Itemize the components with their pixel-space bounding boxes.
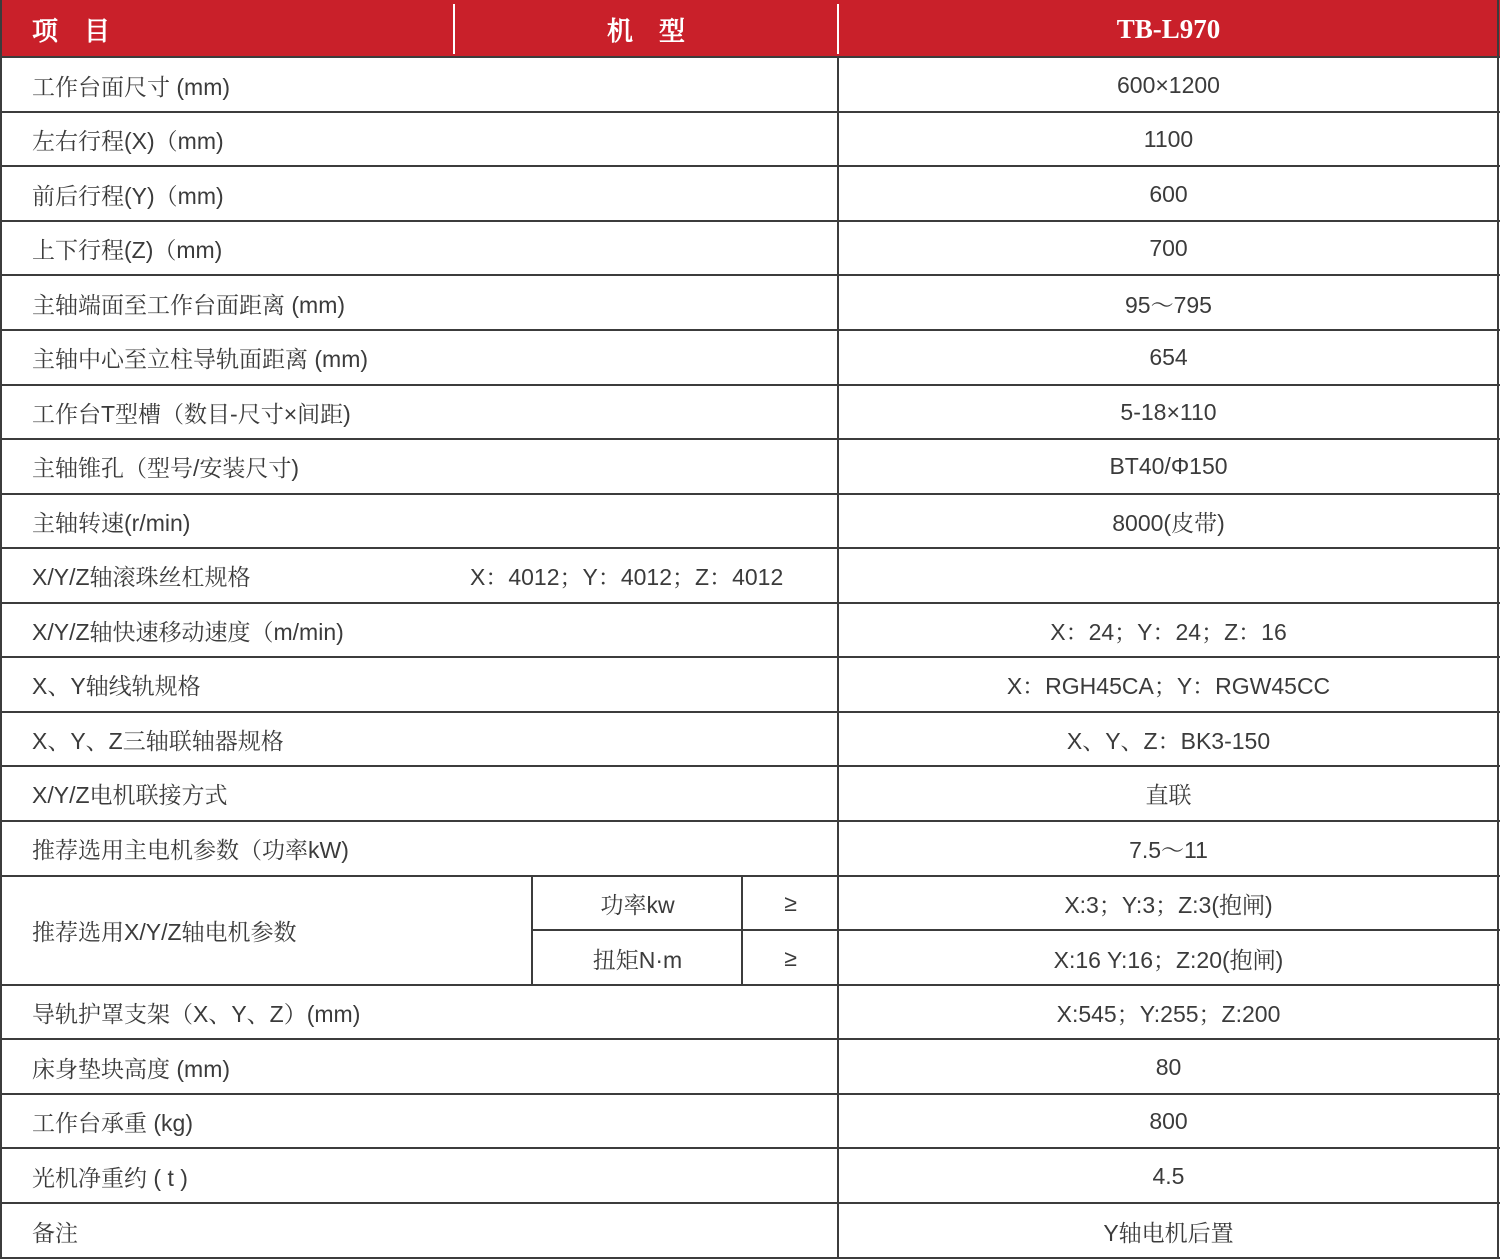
row-label: 主轴中心至立柱导轨面距离 (mm) (32, 345, 369, 372)
grid-line (0, 274, 1500, 276)
row-label: X、Y、Z三轴联轴器规格 (32, 727, 284, 754)
motor-sub-value: X:3；Y:3；Z:3(抱闸) (1064, 891, 1273, 918)
grid-line (0, 1038, 1500, 1040)
row-label: 上下行程(Z)（mm) (32, 236, 223, 263)
row-value: 4.5 (1152, 1162, 1185, 1189)
grid-line (0, 384, 1500, 386)
motor-sub-value: X:16 Y:16；Z:20(抱闸) (1053, 946, 1284, 973)
row-label: 前后行程(Y)（mm) (32, 182, 224, 209)
row-label: X/Y/Z轴快速移动速度（m/min) (32, 618, 344, 645)
grid-line (0, 1257, 1500, 1259)
grid-line (0, 1093, 1500, 1095)
grid-line (741, 875, 743, 985)
row-value: 5-18×110 (1120, 398, 1217, 425)
row-value: 95～795 (1125, 291, 1212, 318)
row-value: X：4012；Y：4012；Z：4012 (470, 563, 784, 590)
row-value: X：RGH45CA；Y：RGW45CC (1006, 672, 1331, 699)
row-value: 800 (1149, 1107, 1188, 1134)
grid-line (531, 875, 533, 985)
grid-line (0, 56, 1500, 58)
row-value: X：24；Y：24；Z：16 (1050, 618, 1287, 645)
grid-line (0, 875, 1500, 877)
grid-line (0, 820, 1500, 822)
motor-params-label: 推荐选用X/Y/Z轴电机参数 (32, 919, 297, 945)
row-label: 主轴转速(r/min) (32, 509, 191, 536)
row-label: 主轴端面至工作台面距离 (mm) (32, 291, 346, 318)
grid-line (0, 547, 1500, 549)
row-label: 主轴锥孔（型号/安装尺寸) (32, 454, 300, 481)
row-label: 导轨护罩支架（X、Y、Z）(mm) (32, 1000, 361, 1027)
grid-line (0, 765, 1500, 767)
row-value: BT40/Φ150 (1109, 452, 1228, 479)
row-value: X:545；Y:255；Z:200 (1056, 1000, 1281, 1027)
row-value: 600 (1149, 180, 1188, 207)
row-label: 床身垫块高度 (mm) (32, 1055, 231, 1082)
motor-sub-operator: ≥ (784, 889, 797, 916)
motor-sub-name: 功率kw (600, 891, 675, 918)
grid-line (0, 1202, 1500, 1204)
motor-sub-name: 扭矩N·m (592, 946, 683, 973)
row-label: 工作台面尺寸 (mm) (32, 73, 231, 100)
row-label: 备注 (32, 1219, 78, 1246)
grid-line (1497, 0, 1499, 1259)
grid-line (0, 438, 1500, 440)
row-label: X、Y轴线轨规格 (32, 672, 201, 699)
header-item-label: 项 目 (32, 15, 111, 46)
grid-line (0, 711, 1500, 713)
row-label: 光机净重约 ( t ) (32, 1164, 188, 1191)
row-label: 工作台承重 (kg) (32, 1109, 193, 1136)
grid-line (0, 0, 2, 1259)
grid-line (0, 329, 1500, 331)
grid-line (0, 111, 1500, 113)
row-value: 700 (1149, 234, 1188, 261)
grid-line (0, 220, 1500, 222)
row-value: Y轴电机后置 (1103, 1219, 1234, 1246)
grid-line (837, 56, 839, 1259)
row-value: X、Y、Z：BK3-150 (1066, 727, 1271, 754)
grid-line (0, 493, 1500, 495)
row-label: 左右行程(X)（mm) (32, 127, 224, 154)
grid-line (0, 656, 1500, 658)
header-model-value: TB-L970 (1116, 13, 1221, 44)
row-value: 600×1200 (1117, 71, 1220, 98)
grid-line (0, 602, 1500, 604)
row-value: 7.5～11 (1129, 836, 1208, 863)
header-model-label: 机 型 (606, 15, 685, 46)
row-value: 654 (1149, 343, 1188, 370)
row-value: 1100 (1143, 125, 1194, 152)
grid-line (0, 1147, 1500, 1149)
row-label: 推荐选用主电机参数（功率kW) (32, 836, 349, 863)
row-value: 直联 (1145, 781, 1192, 808)
row-label: X/Y/Z电机联接方式 (32, 781, 228, 808)
row-value: 8000(皮带) (1112, 509, 1225, 536)
grid-line (0, 165, 1500, 167)
row-label: 工作台T型槽（数目-尺寸×间距) (32, 400, 351, 427)
grid-line (0, 984, 1500, 986)
grid-line (532, 929, 1500, 931)
motor-sub-operator: ≥ (784, 944, 797, 971)
row-value: 80 (1155, 1053, 1182, 1080)
row-label: X/Y/Z轴滚珠丝杠规格 (32, 563, 251, 590)
